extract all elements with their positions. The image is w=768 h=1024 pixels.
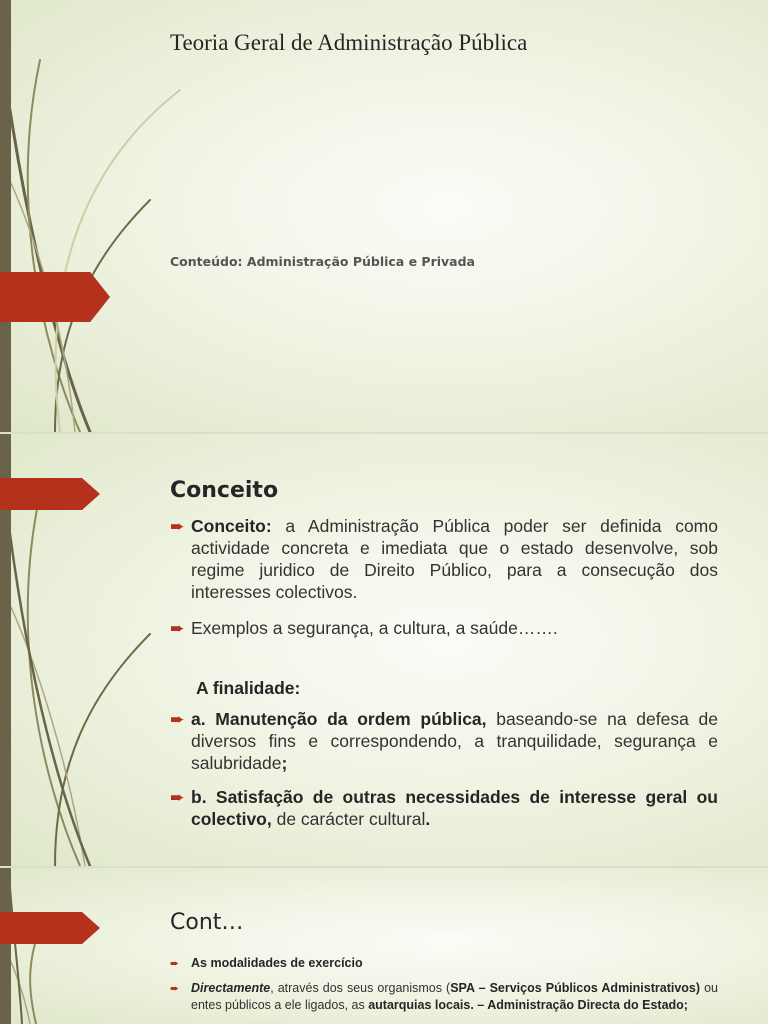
arrow-bullet-icon: ➨	[170, 618, 185, 638]
bullet-term: Directamente	[191, 981, 271, 995]
section-heading: Conceito	[170, 478, 279, 503]
arrow-bullet-icon: ➨	[170, 983, 180, 995]
subheading: A finalidade:	[196, 678, 301, 698]
slide-2	[0, 434, 768, 866]
bullet-term: autarquias locais. – Administração Directa do Estado;	[368, 998, 688, 1012]
list-item	[170, 617, 718, 639]
slide-3	[0, 868, 768, 1024]
arrow-bullet-icon: ➨	[170, 516, 185, 536]
bullet-punctuation: .	[425, 809, 431, 829]
list-item	[170, 980, 718, 1014]
page-title: Teoria Geral de Administração Pública	[170, 30, 528, 55]
bullet-term: b. Satisfação de outras necessidades de interesse geral ou colectivo,	[191, 787, 718, 829]
arrow-bullet-icon: ➨	[170, 787, 185, 807]
bullet-text: baseando-se na defesa de diversos fins e correspondendo, a tranquilidade, segurança e salubridade	[191, 709, 718, 773]
list-item	[170, 786, 718, 830]
left-accent-bar	[0, 868, 11, 1024]
section-heading: Cont…	[170, 910, 244, 935]
bullet-text: ou entes públicos a ele ligados, as	[191, 981, 718, 1012]
bullet-term: SPA – Serviços Públicos Administrativos)	[450, 981, 701, 995]
bullet-text: Exemplos a segurança, a cultura, a saúde…….	[191, 618, 558, 638]
bullet-punctuation: ;	[281, 753, 288, 773]
left-accent-bar	[0, 0, 11, 432]
list-item	[170, 955, 718, 972]
bullet-text: de carácter cultural	[271, 809, 426, 829]
heading-arrow-marker	[0, 912, 100, 944]
bullet-term: Conceito:	[191, 516, 272, 536]
list-item	[170, 708, 718, 774]
bullet-text: , através dos seus organismos (	[270, 981, 451, 995]
bullet-term: As modalidades de exercício	[191, 956, 363, 970]
bullet-text: a Administração Pública poder ser definida como actividade concreta e imediata que o estado desenvolve, sob regime juridico de Direito Público, para a consecução dos interesses colectivos.	[191, 516, 718, 602]
decorative-curves	[0, 0, 220, 432]
bullet-term: a. Manutenção da ordem pública,	[191, 709, 487, 729]
slide-1	[0, 0, 768, 432]
list-item	[170, 515, 718, 603]
subtitle: Conteúdo: Administração Pública e Privada	[170, 254, 475, 269]
title-arrow-marker	[0, 272, 110, 322]
arrow-bullet-icon: ➨	[170, 709, 185, 729]
heading-arrow-marker	[0, 478, 100, 510]
arrow-bullet-icon: ➨	[170, 958, 180, 970]
